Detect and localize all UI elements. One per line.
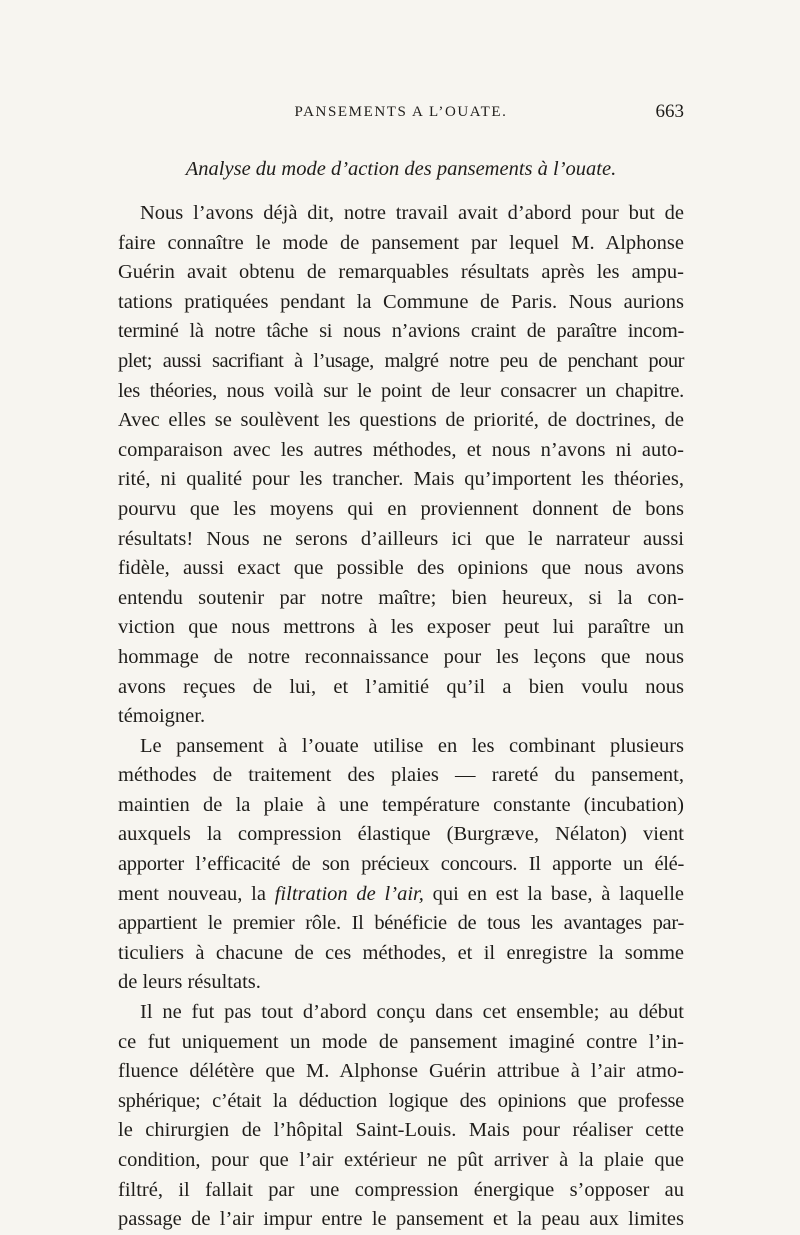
text-line: viction que nous mettrons à les exposer peut lui paraître un — [118, 616, 684, 639]
section-heading: Analyse du mode d’action des pansements à l’ouate. — [185, 158, 617, 180]
text-line: rité, ni qualité pour les trancher. Mais qu’importent les théories, — [118, 468, 684, 491]
text-line: faire connaître le mode de pansement par lequel M. Alphonse — [118, 231, 684, 254]
text-line: fidèle, aussi exact que possible des opinions que nous avons — [118, 557, 684, 580]
text-line: avons reçues de lui, et l’amitié qu’il a bien voulu nous — [118, 675, 684, 698]
text-line: appartient le premier rôle. Il bénéficie de tous les avantages par- — [118, 912, 684, 935]
italic-phrase: filtration de l’air, — [274, 882, 424, 905]
text-fragment: ment nouveau, la — [118, 882, 266, 905]
text-line: Avec elles se soulèvent les questions de priorité, de doctrines, de — [118, 409, 684, 432]
text-fragment: qui en est la base, à laquelle — [432, 882, 685, 905]
text-line: apporter l’efficacité de son précieux concours. Il apporte un élé- — [118, 853, 684, 876]
text-line: plet; aussi sacrifiant à l’usage, malgré notre peu de penchant pour — [118, 349, 684, 372]
text-line: Le pansement à l’ouate utilise en les combinant plusieurs — [140, 734, 684, 757]
running-header — [118, 98, 684, 126]
text-line: hommage de notre reconnaissance pour les leçons que nous — [118, 645, 684, 668]
text-line: de leurs résultats. — [118, 971, 261, 994]
text-line: condition, pour que l’air extérieur ne pût arriver à la plaie que — [118, 1149, 684, 1171]
text-line: maintien de la plaie à une température constante (incubation) — [118, 793, 684, 816]
text-line: tations pratiquées pendant la Commune de Paris. Nous aurions — [118, 290, 684, 313]
page-number: 663 — [655, 101, 684, 122]
text-line: fluence délétère que M. Alphonse Guérin attribue à l’air atmo- — [118, 1060, 684, 1083]
text-line: pourvu que les moyens qui en proviennent donnent de bons — [118, 497, 684, 520]
text-line: Guérin avait obtenu de remarquables résultats après les ampu- — [118, 261, 684, 284]
text-line: le chirurgien de l’hôpital Saint-Louis. Mais pour réaliser cette — [118, 1119, 684, 1142]
body-text — [118, 199, 684, 1235]
text-line: témoigner. — [118, 705, 206, 728]
text-line: méthodes de traitement des plaies — rareté du pansement, — [118, 764, 684, 787]
text-line: terminé là notre tâche si nous n’avions craint de paraître incom- — [118, 320, 684, 343]
text-line: Il ne fut pas tout d’abord conçu dans cet ensemble; au début — [140, 1001, 684, 1024]
text-line: Nous l’avons déjà dit, notre travail avait d’abord pour but de — [140, 202, 684, 224]
text-line: comparaison avec les autres méthodes, et nous n’avons ni auto- — [118, 438, 684, 461]
text-line — [118, 880, 684, 910]
text-line: sphérique; c’était la déduction logique des opinions que professe — [118, 1089, 684, 1112]
text-line: filtré, il fallait par une compression énergique s’opposer au — [118, 1178, 684, 1201]
running-title: PANSEMENTS A L’OUATE. — [294, 104, 508, 120]
text-line: résultats! Nous ne serons d’ailleurs ici que le narrateur aussi — [118, 527, 684, 550]
text-line: ce fut uniquement un mode de pansement imaginé contre l’in- — [118, 1030, 684, 1053]
text-line: les théories, nous voilà sur le point de leur consacrer un chapitre. — [118, 379, 684, 402]
text-line: entendu soutenir par notre maître; bien heureux, si la con- — [118, 586, 684, 609]
text-line: passage de l’air impur entre le pansement et la peau aux limites — [118, 1208, 684, 1231]
text-line: ticuliers à chacune de ces méthodes, et il enregistre la somme — [118, 941, 684, 964]
text-line: auxquels la compression élastique (Burgræve, Nélaton) vient — [118, 823, 684, 846]
